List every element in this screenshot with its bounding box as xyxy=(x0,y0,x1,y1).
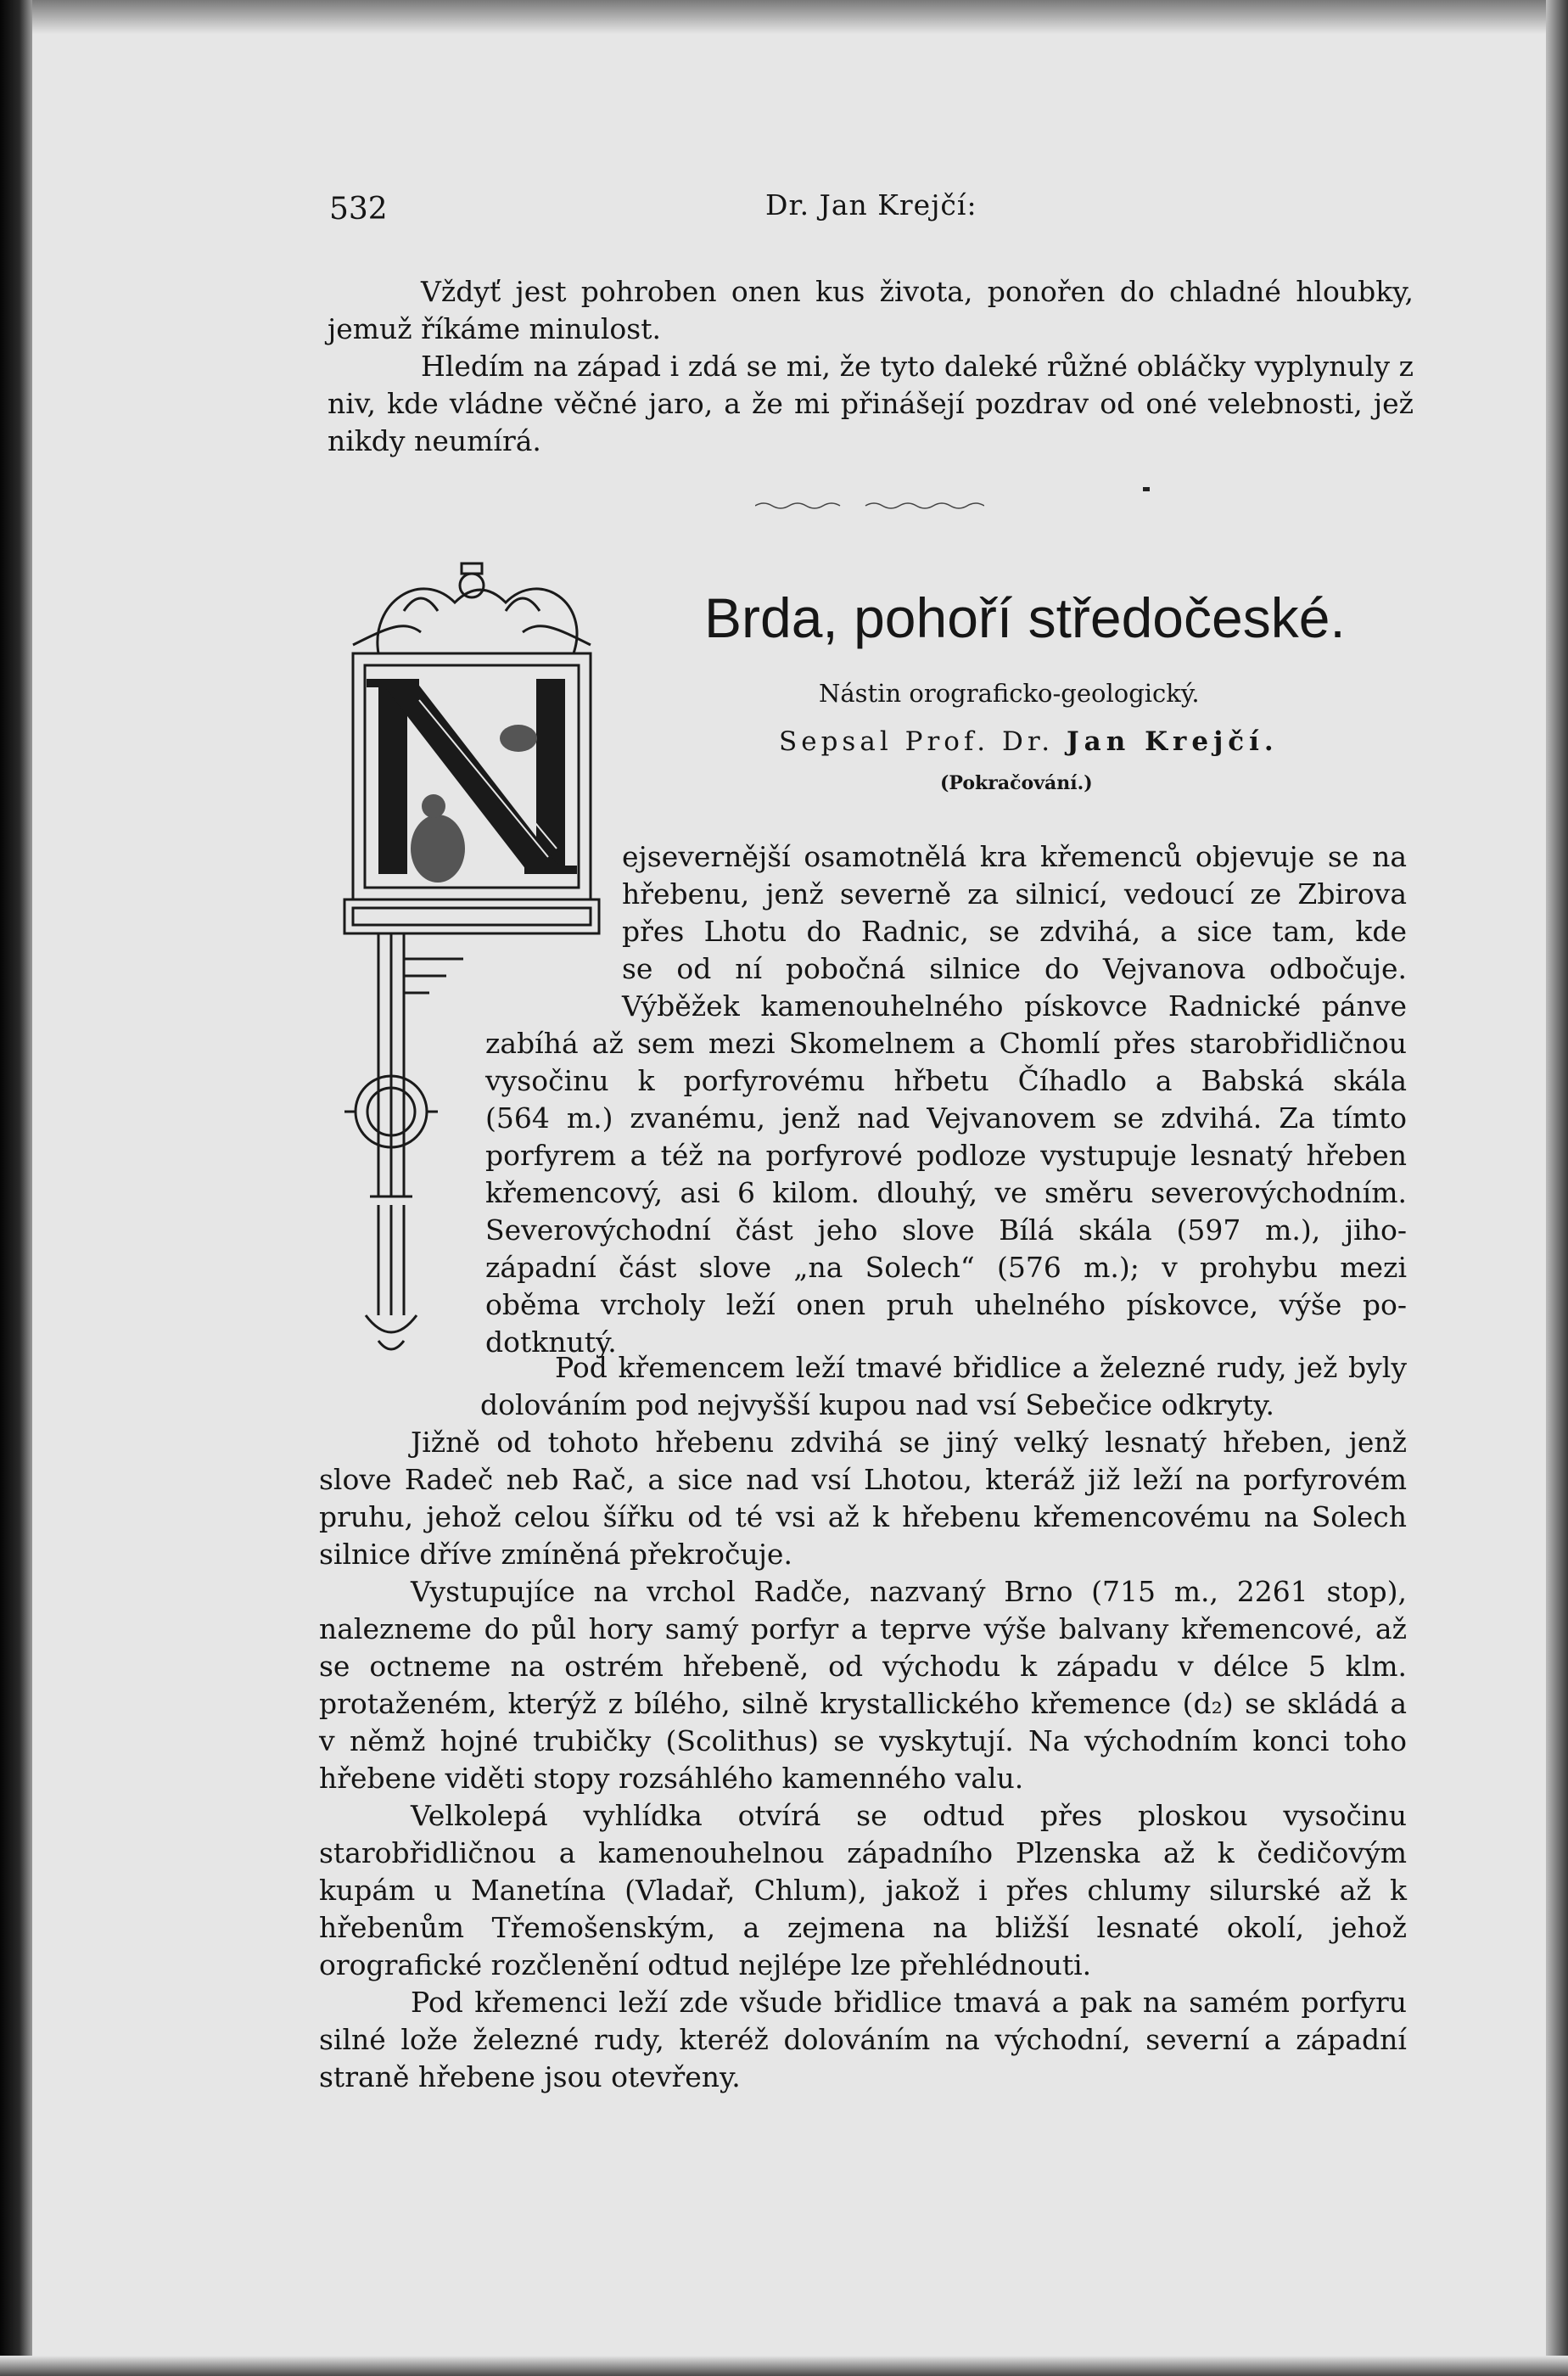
author-name: Jan Krejčí. xyxy=(1066,726,1279,757)
page-number: 532 xyxy=(329,192,388,227)
body-line: přes Lhotu do Radnic, se zdvihá, a sice tam, kde xyxy=(622,915,1407,948)
body-line: porfyrem a též na porfyrové podloze vystupuje lesnatý hřeben xyxy=(485,1139,1407,1172)
body-paragraphs xyxy=(319,1424,1407,2096)
section-divider xyxy=(755,501,984,511)
top-shadow xyxy=(0,0,1568,34)
body-paragraph-2 xyxy=(480,1349,1407,1424)
intro-text xyxy=(328,273,1414,460)
paragraph: Velkolepá vyhlídka otvírá se odtud přes ploskou vysočinu starobřidličnou a kamenouhelnou západního Plzenska až k čedičovým kupám u Manetína (Vladař, Chlum), jakož i přes chlumy silurské až k hřebenům Třemošenským, a zejmena na bližší lesnaté okolí, jehož orografické rozčlenění odtud nejlépe lze přehlédnouti. xyxy=(319,1799,1407,1981)
article-author xyxy=(779,726,1279,757)
intro-paragraph: Vždyť jest pohroben onen kus života, ponořen do chladné hloubky, jemuž říkáme minulost. xyxy=(328,275,1414,345)
paragraph: Pod křemencem leží tmavé břidlice a železné rudy, jež byly dolováním pod nejvyšší kupou nad vsí Sebečice odkryty. xyxy=(480,1351,1407,1421)
body-line: Severovýchodní část jeho slove Bílá skála (597 m.), jiho- xyxy=(485,1213,1407,1247)
body-line: dotknutý. xyxy=(485,1325,617,1359)
paragraph: Pod křemenci leží zde všude břidlice tmavá a pak na samém porfyru silné lože železné rudy, kteréž dolováním na východní, severní a západní straně hřebene jsou otevřeny. xyxy=(319,1986,1407,2093)
author-prefix: Sepsal Prof. Dr. xyxy=(779,726,1055,757)
body-line: ejsevernější osamotnělá kra křemenců objevuje se na xyxy=(622,840,1407,873)
body-line: Výběžek kamenouhelného pískovce Radnické pánve xyxy=(622,989,1407,1023)
body-line: oběma vrcholy leží onen pruh uhelného pískovce, výše po- xyxy=(485,1288,1407,1321)
body-line: (564 m.) zvanému, jenž nad Vejvanovem se zdvihá. Za tímto xyxy=(485,1101,1407,1135)
body-line: západní část slove „na Solech“ (576 m.); v prohybu mezi xyxy=(485,1251,1407,1284)
body-line: zabíhá až sem mezi Skomelnem a Chomlí přes starobřidličnou xyxy=(485,1027,1407,1060)
ink-speck xyxy=(1143,487,1150,491)
intro-paragraph: Hledím na západ i zdá se mi, že tyto daleké růžné obláčky vyplynuly z niv, kde vládne věčné jaro, a že mi přinášejí pozdrav od oné velebnosti, jež nikdy neumírá. xyxy=(328,350,1414,457)
paragraph: Jižně od tohoto hřebenu zdvihá se jiný velký lesnatý hřeben, jenž slove Radeč neb Rač, a sice nad vsí Lhotou, kteráž již leží na porfyrovém pruhu, jehož celou šířku od té vsi až k hřebenu křemencovému na Solech silnice dříve zmíněná překročuje. xyxy=(319,1426,1407,1571)
body-line: vysočinu k porfyrovému hřbetu Číhadlo a Babská skála xyxy=(485,1064,1407,1097)
article-title: Brda, pohoří středočeské. xyxy=(704,586,1346,649)
running-head: Dr. Jan Krejčí: xyxy=(765,188,977,221)
binding-gutter xyxy=(0,0,32,2376)
page-edge xyxy=(1546,0,1568,2376)
article-subtitle: Nástin orograficko-geologický. xyxy=(819,679,1200,708)
bottom-shadow xyxy=(0,2356,1568,2376)
continuation-note: (Pokračování.) xyxy=(940,772,1093,794)
body-line: křemencový, asi 6 kilom. dlouhý, ve směru severovýchodním. xyxy=(485,1176,1407,1209)
body-line: hřebenu, jenž severně za silnicí, vedoucí ze Zbirova xyxy=(622,877,1407,911)
body-line: se od ní pobočná silnice do Vejvanova odbočuje. xyxy=(622,952,1407,985)
paragraph: Vystupujíce na vrchol Radče, nazvaný Brno (715 m., 2261 stop), nalezneme do půl hory samý porfyr a teprve výše balvany křemencové, až se octneme na ostrém hřebeně, od východu k západu v délce 5 klm. protaženém, kterýž z bílého, silně krystallického křemence (d₂) se skládá a v němž hojné trubičky (Scolithus) se vyskytují. Na východním konci toho hřebene viděti stopy rozsáhlého kamenného valu. xyxy=(319,1575,1407,1795)
